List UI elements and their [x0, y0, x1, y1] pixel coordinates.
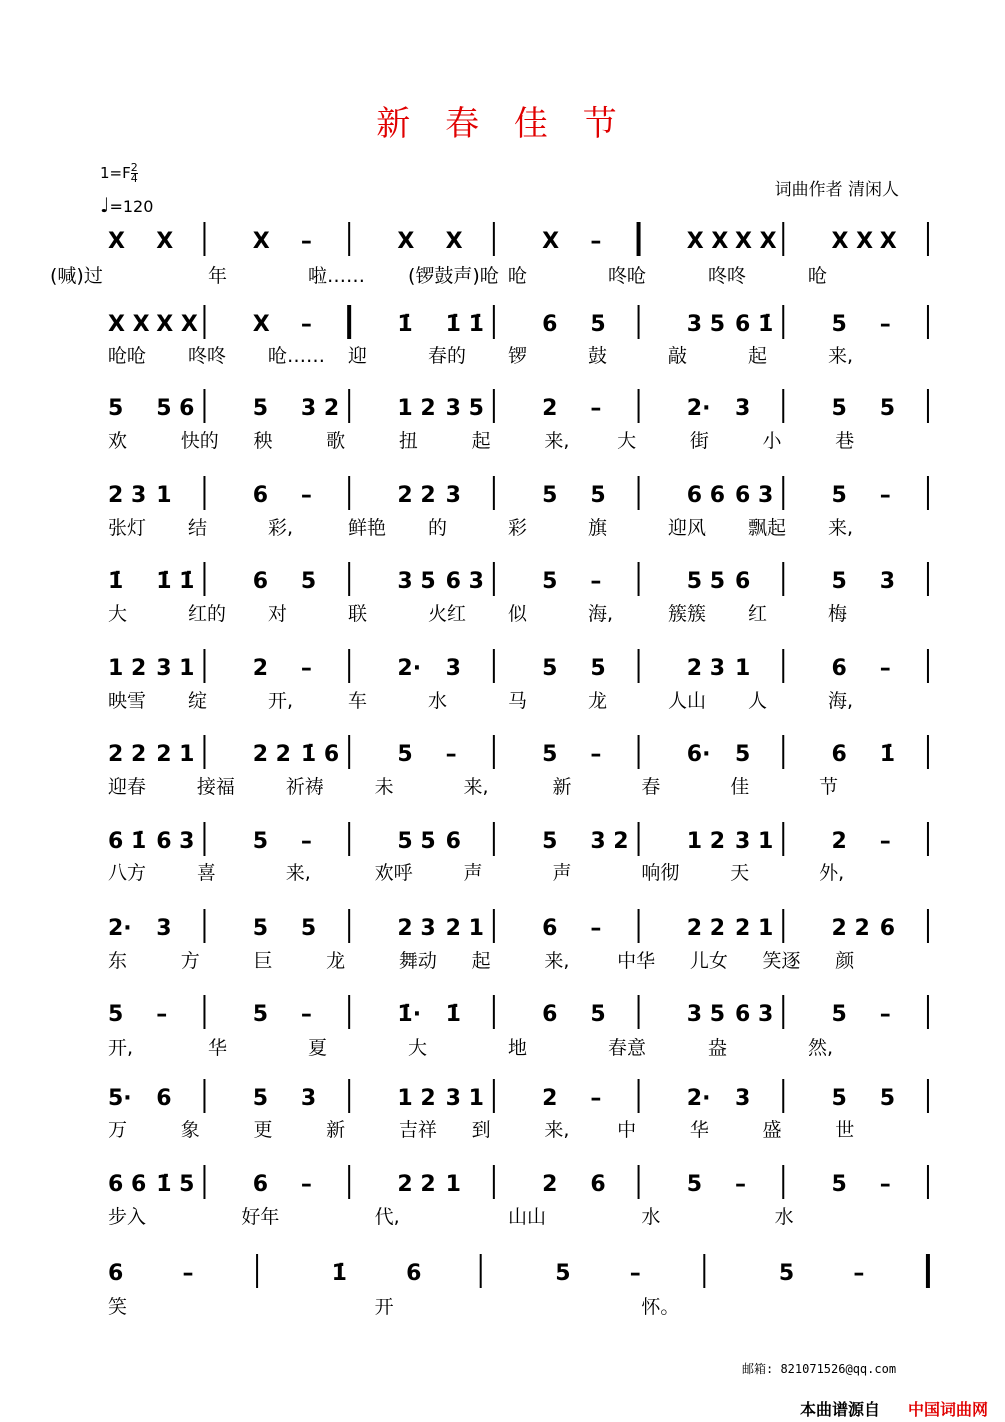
note: 6 3 [735, 483, 774, 508]
lyric: 扭 [398, 430, 418, 452]
lyric: 海, [588, 603, 614, 625]
note: 6 3 [445, 569, 484, 594]
lyric: (喊)过 [50, 265, 103, 287]
note: 2 2 [831, 916, 870, 941]
note: 6 [445, 829, 461, 854]
note: 5 [542, 483, 558, 508]
note: 2 2 [397, 1172, 436, 1197]
note: 5 [252, 916, 269, 941]
lyric: 红的 [188, 603, 227, 625]
note: 5 [831, 1086, 847, 1111]
note: 5 [252, 1002, 269, 1027]
note: – [590, 229, 602, 254]
note: 3 1 [156, 656, 195, 681]
lyric: 然, [808, 1037, 834, 1059]
note: – [590, 742, 602, 767]
note: 6 [831, 656, 847, 681]
note: – [853, 1261, 865, 1286]
note: 2· [397, 656, 422, 681]
note: – [300, 656, 312, 681]
note: – [879, 483, 891, 508]
lyric: 鲜艳 [348, 517, 387, 539]
lyric: 响彻 [641, 862, 680, 884]
note: 5 5 [686, 569, 726, 594]
note: 6 1̇ [735, 312, 774, 337]
note: – [590, 1086, 602, 1111]
note: 5 [252, 829, 269, 854]
note: 6 [252, 483, 269, 508]
lyric: 秧 [253, 430, 273, 452]
note: – [629, 1261, 641, 1286]
lyric: 中 [617, 1119, 637, 1141]
note: 3 1 [735, 829, 774, 854]
lyric: 代, [374, 1206, 400, 1228]
lyric: 迎风 [668, 517, 707, 539]
lyric: 八方 [108, 862, 147, 884]
lyric: 快的 [180, 430, 219, 452]
note: – [182, 1261, 194, 1286]
lyric: 呛呛 [108, 345, 147, 367]
note: 5· [108, 1086, 132, 1111]
note: 2 2 [252, 742, 291, 767]
lyric: 天 [730, 862, 750, 884]
lyric: 起 [471, 430, 491, 452]
percussion-note: X [879, 229, 897, 254]
lyric: 龙 [326, 950, 346, 972]
lyric: 新 [326, 1119, 346, 1141]
lyric: 春意 [608, 1037, 647, 1059]
lyric: 年 [208, 265, 228, 287]
lyric: 似 [508, 603, 528, 625]
note: 6 6 [108, 1172, 147, 1197]
note: 3 [735, 1086, 751, 1111]
lyric: 颜 [835, 950, 855, 972]
note: 6 [831, 742, 847, 767]
note: – [300, 829, 312, 854]
lyric: 马 [508, 690, 528, 712]
note: 3 [445, 656, 461, 681]
note: 1̇ 1̇ [445, 312, 484, 337]
note: 5 5 [397, 829, 436, 854]
note: – [156, 1002, 168, 1027]
note: 3 [445, 483, 461, 508]
percussion-note: X X [735, 229, 777, 254]
lyric: 呛 [808, 265, 828, 287]
note: 6 [735, 569, 751, 594]
note: 2 3 [686, 656, 726, 681]
lyric: 来, [828, 345, 854, 367]
lyric: 锣 [508, 345, 528, 367]
note: 5 [831, 312, 847, 337]
lyric: 水 [428, 690, 448, 712]
lyric: 咚呛 [608, 265, 647, 287]
note: 5 [879, 396, 896, 421]
note: 3 5 [397, 569, 436, 594]
note: 3 1 [445, 1086, 484, 1111]
lyric: 水 [774, 1206, 794, 1228]
lyric: 夏 [308, 1037, 328, 1059]
note: 2· [686, 1086, 711, 1111]
lyric: 歌 [326, 430, 346, 452]
note: 5 [108, 1002, 124, 1027]
lyric: 起 [471, 950, 491, 972]
note: 5 [831, 569, 847, 594]
lyric: 绽 [188, 690, 208, 712]
lyric: 来, [544, 1119, 570, 1141]
lyric: 水 [641, 1206, 661, 1228]
note: 5 [686, 1172, 703, 1197]
note: 2 2 [397, 483, 436, 508]
lyric: 巨 [253, 950, 273, 972]
lyric: 旗 [588, 517, 608, 539]
note: 5 [590, 1002, 606, 1027]
lyric: 来, [828, 517, 854, 539]
note: 6 [252, 569, 269, 594]
note: 6 [542, 1002, 558, 1027]
lyric: 咚咚 [708, 265, 747, 287]
time-signature-top: 2 [130, 161, 138, 174]
lyric: 来, [544, 950, 570, 972]
note: 5 [397, 742, 413, 767]
key-label: 1=F [100, 164, 131, 182]
note: 2 [542, 396, 558, 421]
note: 1 [156, 483, 172, 508]
percussion-note: X [252, 229, 270, 254]
note: 3 2 [590, 829, 629, 854]
lyric: 车 [348, 690, 368, 712]
lyric: 开 [374, 1296, 394, 1318]
note: – [300, 1002, 312, 1027]
lyric: 街 [689, 430, 709, 452]
lyric: 未 [374, 776, 394, 798]
note: 1̇ [445, 1002, 461, 1027]
lyric: 海, [828, 690, 854, 712]
lyric: 咚咚 [188, 345, 227, 367]
note: 5 [590, 312, 606, 337]
note: 3 [735, 396, 751, 421]
lyric: 节 [819, 776, 839, 798]
lyric: 山山 [508, 1206, 547, 1228]
note: 1̇ [879, 742, 896, 767]
lyric: 声 [463, 862, 483, 884]
note: – [879, 829, 891, 854]
note: 5 [300, 916, 317, 941]
note: 1̇ [108, 569, 124, 594]
lyric: 鼓 [588, 345, 608, 367]
lyric: (锣鼓声)呛 [408, 265, 499, 287]
note: 5 [542, 829, 558, 854]
note: 1̇ 6 [300, 742, 340, 767]
note: 2 [542, 1172, 558, 1197]
note: 2 1 [735, 916, 774, 941]
percussion-note: X [108, 229, 125, 254]
note: 5 [542, 569, 558, 594]
quarter-note-icon: ♩ [100, 193, 110, 217]
note: – [735, 1172, 747, 1197]
note: 5 [542, 742, 558, 767]
note: 5 [831, 1172, 847, 1197]
note: – [445, 742, 457, 767]
percussion-note: X X [686, 229, 729, 254]
note: 6 6 [686, 483, 726, 508]
note: 5 6 [156, 396, 195, 421]
lyric: 簇簇 [668, 603, 707, 625]
note: 5 [778, 1261, 795, 1286]
author-credit: 词曲作者 清闲人 [774, 180, 899, 200]
note: – [879, 656, 891, 681]
note: 1 2 [397, 396, 436, 421]
note: 2 1 [156, 742, 195, 767]
lyric: 来, [544, 430, 570, 452]
lyric: 开, [268, 690, 294, 712]
contact-email: 邮箱: 821071526@qq.com [742, 1362, 897, 1376]
lyric: 对 [268, 603, 288, 625]
lyric: 笑逐 [762, 950, 801, 972]
source-label: 本曲谱源自 [800, 1400, 881, 1419]
lyric: 祈祷 [285, 776, 324, 798]
lyric: 大 [108, 603, 128, 625]
lyric: 地 [508, 1037, 528, 1059]
lyric: 华 [208, 1037, 228, 1059]
note: – [300, 229, 312, 254]
lyric: 迎春 [108, 776, 147, 798]
lyric: 好年 [241, 1206, 280, 1228]
lyric: 笑 [108, 1296, 128, 1318]
lyric: 龙 [588, 690, 608, 712]
percussion-note: X X [156, 312, 198, 337]
lyric: 象 [180, 1119, 200, 1141]
time-signature-bottom: 4 [130, 172, 138, 185]
lyric: 万 [108, 1119, 128, 1141]
lyric: 彩 [508, 517, 528, 539]
note: 5 [831, 396, 847, 421]
note: 6 [252, 1172, 269, 1197]
note: 3 5 [686, 1002, 726, 1027]
note: 3 2 [300, 396, 340, 421]
lyric: 声 [552, 862, 572, 884]
note: 5 [555, 1261, 571, 1286]
lyric: 方 [180, 950, 200, 972]
lyric: 华 [689, 1119, 709, 1141]
lyric: 怀。 [641, 1296, 680, 1318]
note: 5 [252, 396, 269, 421]
note: 6 3 [156, 829, 195, 854]
note: 5 [542, 656, 558, 681]
note: 6· [686, 742, 711, 767]
note: 3 5 [445, 396, 484, 421]
lyric: 来, [463, 776, 489, 798]
note: 5 [735, 742, 751, 767]
lyric: 开, [108, 1037, 134, 1059]
lyric: 联 [348, 603, 368, 625]
lyric: 舞动 [398, 950, 437, 972]
lyric: 世 [835, 1119, 855, 1141]
lyric: 红 [748, 603, 768, 625]
note: 2 [831, 829, 847, 854]
note: 6 1̇ [108, 829, 147, 854]
lyric: 人 [748, 690, 768, 712]
lyric: 呛 [508, 265, 528, 287]
note: 1̇ [331, 1261, 347, 1286]
lyric: 吉祥 [398, 1119, 437, 1141]
note: 1 2 [397, 1086, 436, 1111]
note: 2· [108, 916, 132, 941]
note: – [879, 312, 891, 337]
lyric: 梅 [828, 603, 848, 625]
note: 5 [831, 1002, 847, 1027]
note: 2 [542, 1086, 558, 1111]
lyric: 新 [552, 776, 572, 798]
lyric: 巷 [835, 430, 855, 452]
lyric: 盎 [708, 1037, 728, 1059]
lyric: 佳 [730, 776, 750, 798]
note: – [300, 1172, 312, 1197]
lyric: 欢呼 [374, 862, 413, 884]
note: 1̇· [397, 1002, 422, 1027]
note: 5 [590, 483, 606, 508]
lyric: 外, [819, 862, 845, 884]
note: – [300, 483, 312, 508]
note: 6 [406, 1261, 422, 1286]
note: 5 [879, 1086, 896, 1111]
note: 1̇ 5 [156, 1172, 195, 1197]
lyric: 更 [253, 1119, 273, 1141]
note: – [590, 569, 602, 594]
note: 5 [108, 396, 124, 421]
lyric: 火红 [428, 603, 467, 625]
lyric: 映雪 [108, 690, 147, 712]
lyric: 春的 [428, 345, 467, 367]
note: 5 [831, 483, 847, 508]
lyric: 东 [108, 950, 128, 972]
percussion-note: X X [108, 312, 150, 337]
percussion-note: X [445, 229, 463, 254]
note: – [590, 916, 602, 941]
lyric: 人山 [668, 690, 707, 712]
lyric: 彩, [268, 517, 294, 539]
note: 6 [542, 916, 558, 941]
lyric: 起 [748, 345, 768, 367]
note: 6 [542, 312, 558, 337]
note: – [300, 312, 312, 337]
note: 6 [156, 1086, 172, 1111]
note: 5 [252, 1086, 269, 1111]
lyric: 敲 [668, 345, 688, 367]
note: – [879, 1172, 891, 1197]
note: 1 [735, 656, 751, 681]
song-title: 新 春 佳 节 [376, 104, 629, 144]
note: 1̇ 1̇ [156, 569, 195, 594]
lyric: 大 [408, 1037, 428, 1059]
lyric: 飘起 [748, 517, 787, 539]
lyric: 接福 [196, 776, 235, 798]
note: 6 [590, 1172, 606, 1197]
lyric: 大 [617, 430, 637, 452]
lyric: 到 [471, 1119, 491, 1141]
lyric: 欢 [108, 430, 128, 452]
percussion-note: X X [831, 229, 874, 254]
lyric: 春 [641, 776, 661, 798]
note: 2 3 [397, 916, 436, 941]
percussion-note: X [156, 229, 174, 254]
note: 1 2 [108, 656, 147, 681]
lyric: 呛…… [268, 345, 326, 367]
note: 2 2 [686, 916, 726, 941]
note: 3 [879, 569, 896, 594]
lyric: 的 [428, 517, 448, 539]
note: 6 [108, 1261, 124, 1286]
note: – [879, 1002, 891, 1027]
note: 1 [445, 1172, 461, 1197]
note: 3 5 [686, 312, 726, 337]
note: 6 3 [735, 1002, 774, 1027]
lyric: 步入 [108, 1206, 147, 1228]
lyric: 结 [188, 517, 208, 539]
lyric: 喜 [196, 862, 216, 884]
percussion-note: X [252, 312, 270, 337]
note: 2 2 [108, 742, 147, 767]
note: – [590, 396, 602, 421]
lyric: 中华 [617, 950, 656, 972]
note: 5 [590, 656, 606, 681]
source-site: 中国词曲网 [908, 1400, 989, 1419]
lyric: 张灯 [108, 517, 147, 539]
note: 2· [686, 396, 711, 421]
lyric: 小 [762, 430, 782, 452]
percussion-note: X [397, 229, 415, 254]
note: 1 2 [686, 829, 726, 854]
note: 3 [300, 1086, 317, 1111]
note: 2 1 [445, 916, 484, 941]
lyric: 来, [285, 862, 311, 884]
note: 6 [879, 916, 896, 941]
lyric: 迎 [348, 345, 368, 367]
percussion-note: X [542, 229, 560, 254]
note: 2 [252, 656, 269, 681]
note: 5 [300, 569, 317, 594]
note: 1̇ [397, 312, 413, 337]
tempo-value: =120 [109, 197, 154, 216]
lyric: 儿女 [689, 950, 728, 972]
note: 2 3 [108, 483, 147, 508]
lyric: 啦…… [308, 265, 366, 287]
lyric: 盛 [762, 1119, 782, 1141]
note: 3 [156, 916, 172, 941]
